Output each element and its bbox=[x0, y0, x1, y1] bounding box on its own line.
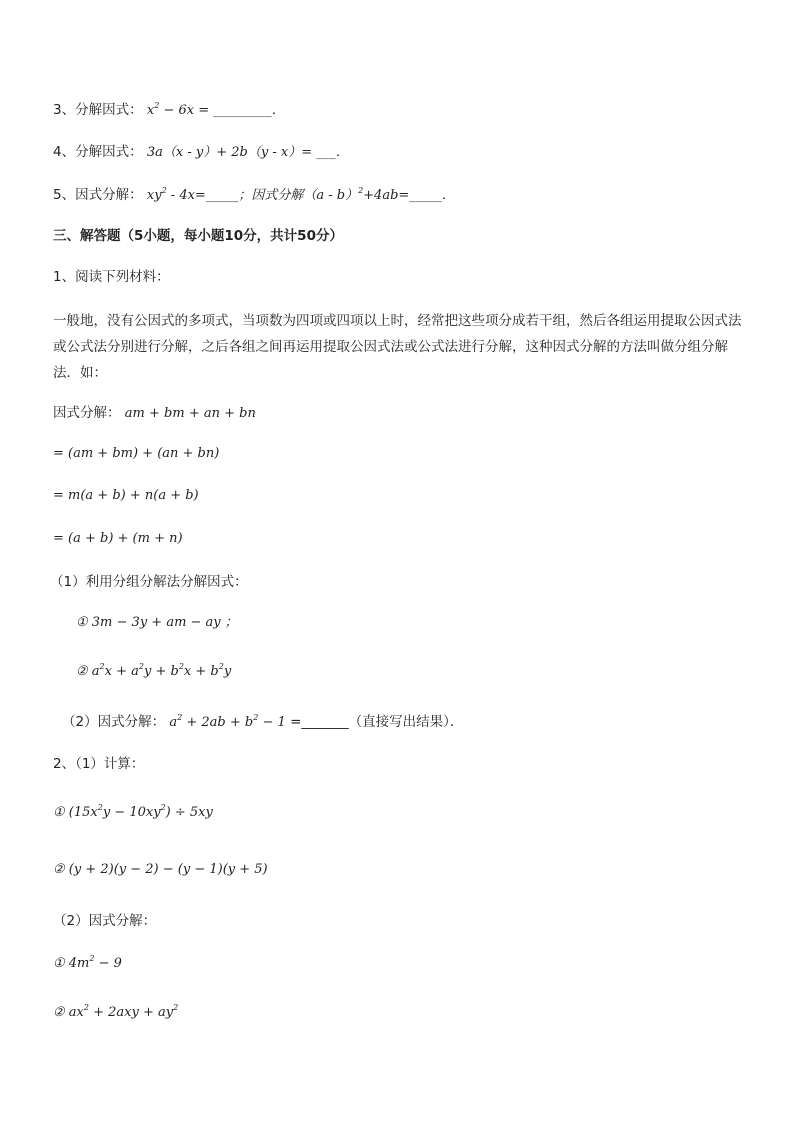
question-5 bbox=[53, 185, 455, 206]
problem-2-part-c: ① $4m^2 - 9$ bbox=[53, 954, 122, 971]
problem-1-sub-2-tail: =_______（直接写出结果）． bbox=[290, 714, 464, 730]
problem-2-part-b: ② (y + 2)(y − 2) − (y − 1)(y + 5) bbox=[53, 862, 268, 877]
problem-1-intro: 1、阅读下列材料： bbox=[53, 269, 170, 285]
example-label: 因式分解： bbox=[53, 405, 121, 421]
question-4-expr: 3a（x - y）+ 2b（y - x）= ___． bbox=[146, 145, 349, 160]
example-step-1: = (am + bm) + (an + bn) bbox=[53, 446, 220, 461]
problem-1-sub-2-expr: $a^2 + 2ab + b^2 - 1$ bbox=[169, 713, 286, 730]
problem-1-sub-2-label: （2）因式分解： bbox=[62, 714, 166, 730]
question-5-label: 5、因式分解： bbox=[53, 187, 143, 203]
example-line bbox=[53, 403, 256, 424]
problem-2-part-a: ① $(15x^2y - 10xy^2) \div 5xy$ bbox=[53, 803, 213, 820]
question-3-label: 3、分解因式： bbox=[53, 102, 143, 118]
problem-2-part-d: ② $ax^2 + 2axy + ay^2$ bbox=[53, 1003, 179, 1020]
problem-1-paragraph: 一般地，没有公因式的多项式，当项数为四项或四项以上时，经常把这些项分成若干组，然后各组运用提取公因式法或公式法分别进行分解，之后各组之间再运用提取公因式法或公式法进行分解，这种因式分解的方法叫做分组分解法．如： bbox=[53, 313, 742, 381]
question-4 bbox=[53, 142, 349, 163]
example-step-3: = (a + b) + (m + n) bbox=[53, 531, 183, 546]
question-4-label: 4、分解因式： bbox=[53, 144, 143, 160]
section-3-title: 三、解答题（5小题，每小题10分，共计50分） bbox=[53, 228, 343, 244]
problem-1-sub-2 bbox=[62, 712, 463, 733]
example-expr: am + bm + an + bn bbox=[124, 406, 256, 421]
problem-1-sub-1-a: ① 3m − 3y + am − ay ； bbox=[76, 615, 238, 630]
problem-1-sub-1: （1）利用分组分解法分解因式： bbox=[50, 574, 248, 590]
question-3-expr: $x^2 - 6x$ = _________． bbox=[146, 101, 285, 118]
example-step-2: = m(a + b) + n(a + b) bbox=[53, 488, 199, 503]
problem-2-sub-2: （2）因式分解： bbox=[53, 913, 157, 929]
problem-2-intro: 2、（1）计算： bbox=[53, 756, 145, 772]
question-3 bbox=[53, 100, 285, 121]
question-5-expr: $xy^2$ - 4x=_____；因式分解（a - b）$^2$+4ab=_____． bbox=[146, 186, 455, 203]
problem-1-sub-1-b: ② $a^2x + a^2y + b^2x + b^2y$ bbox=[76, 662, 232, 679]
